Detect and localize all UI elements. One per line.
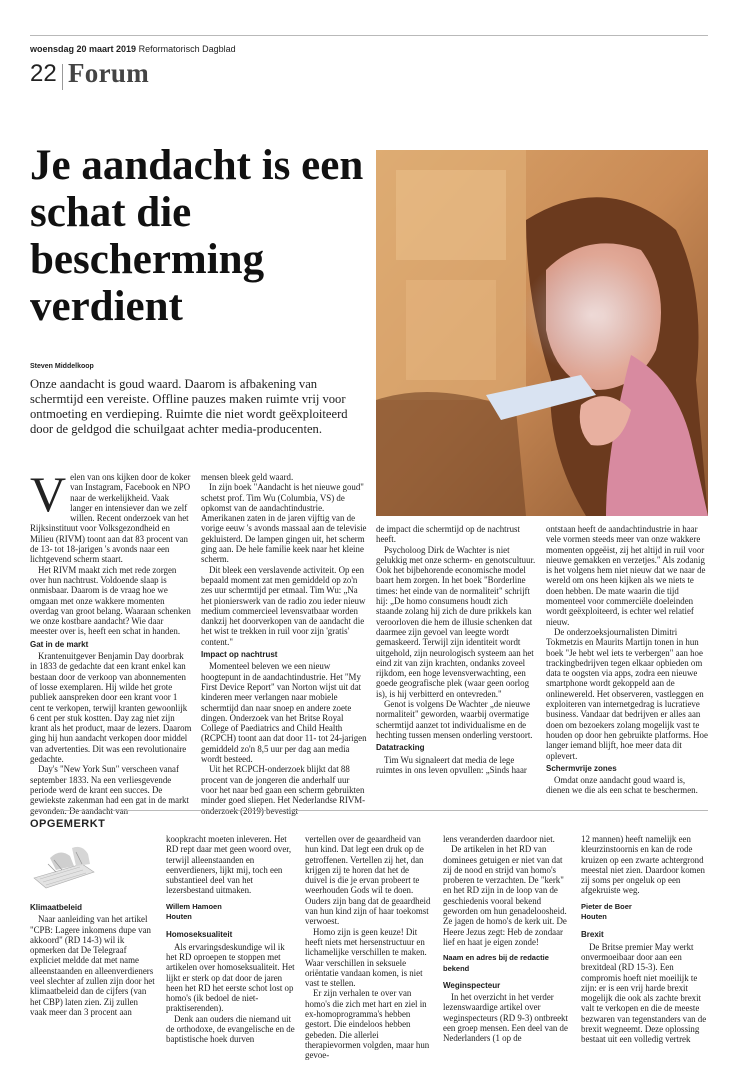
article-lead: Onze aandacht is goud waard. Daarom is afbakening van schermtijd een vereiste. Offline pauzes maken ruimte vrij voor ontmoeting en verdieping. Ruimte die niet wordt geëxploiteerd door de geldgod die schuilgaat achter media-producenten. (30, 377, 348, 437)
signature-anonymous: Naam en adres bij de redactie bekend (443, 953, 549, 973)
opgemerkt-column-4 (443, 834, 571, 1044)
section-divider (62, 64, 63, 90)
paragraph: lens veranderden daardoor niet. (443, 834, 555, 844)
subheading: Impact op nachtrust (201, 650, 278, 660)
opgemerkt-column-2 (166, 834, 296, 1045)
paragraph: In zijn boek "Aandacht is het nieuwe goud" schetst prof. Tim Wu (Columbia, VS) de opkomst van de aandachtindustrie. Amerikanen zaten in de jaren vijftig van de vorige eeuw 's avonds massaal aan de televisie gekluisterd. De lampen gingen uit, het scherm ging aan. De hele familie keek naar het kleine scherm. (201, 482, 367, 565)
paragraph: Tim Wu signaleert dat media de lege ruimtes in ons leven opvullen: „Sinds haar (376, 754, 527, 775)
subheading: Schermvrije zones (546, 763, 617, 773)
child-tablet-photo (376, 150, 708, 516)
header-dateline (30, 44, 236, 54)
paragraph: Naar aanleiding van het artikel "CPB: Lagere inkomens dupe van akkoord" (RD 14-3) wil ik opmerken dat De Telegraaf expliciet meldde dat met name alleenstaanden en alleenverdieners veel slechter af zullen zijn door het klimaatbeleid dan de cijfers (van het CBP) laten zien. Zij zullen vaak meer dan 3 procent aan (30, 914, 155, 1017)
dropcap: V (30, 466, 67, 522)
article-column-3 (376, 524, 536, 775)
section-title: Forum (68, 58, 149, 88)
page-number: 22 (30, 60, 57, 87)
subheading: Gat in de markt (30, 639, 89, 649)
header-paper: Reformatorisch Dagblad (138, 44, 236, 54)
paragraph: Homo zijn is geen keuze! Dit heeft niets met hersenstructuur en lichamelijke verschillen te maken. Waar verschillen in seksuele oriëntatie vandaan komen, is niet vast te stellen. (305, 926, 427, 989)
paragraph: Denk aan ouders die niemand uit de orthodoxe, de evangelische en de baptistische hoek durven (166, 1013, 295, 1045)
opgemerkt-column-3 (305, 834, 433, 1061)
paragraph: In het overzicht in het verder lezenswaardige artikel over weginspecteurs (RD 9-3) ontbreekt een groep mensen. Een deel van de Nederlanders (1 op de (443, 992, 568, 1044)
paragraph: vertellen over de geaardheid van hun kind. Dat legt een druk op de getroffenen. Vertellen zij het, dan krijgen zij te horen dat het de duivel is die je ervan probeert te weerhouden Gods wil te doen. Ouders zijn bang dat de geaardheid van hun kind zijn of haar toekomst verwoest. (305, 834, 431, 927)
paragraph: Psycholoog Dirk de Wachter is niet gelukkig met onze scherm- en genotscultuur. Ook het bijbehorende economische model baart hem zorgen. In het boek "Borderline times: het einde van de normaliteit" schrijft hij: „De homo consumens houdt zich staande zolang hij zich de dure prikkels kan veroorloven die hem de illusie schenken dat daarmee zijn gevoel van leegte wordt gemaskeerd. Terwijl zijn identiteit wordt uitgehold, zijn neurologisch systeem aan het eind zit van zijn krachten, ondanks zoveel rijkdom, een hoge levensverwachting, een goede geografische plek (waar geen oorlog is), is hij verbitterd en ontevreden." (376, 544, 536, 699)
paragraph: De onderzoeksjournalisten Dimitri Tokmetzis en Maurits Martijn tonen in hun boek "Je hebt wel iets te verbergen" aan hoe trackingbedrijven tegen elkaar opbieden om data te oogsten via apps, zodra een nieuwe smartphone wordt gekoppeld aan de onlinewereld. Het observeren, vastleggen en exploiteren van internetgedrag is lucratieve business. Vandaar dat bedrijven er alles aan doen om bezoekers zolang mogelijk vast te houden op door hen gebruikte platforms. Hoe langer iemand blijft, hoe meer data dit oplevert. (546, 626, 708, 761)
paragraph: Het RIVM maakt zich met rede zorgen over hun nachtrust. Voldoende slaap is onmisbaar. Daarom is de vraag hoe we omgaan met onze wakkere momenten overdag van groot belang. Waaraan schenken we onze kostbare aandacht? Wie daar meester over is, heeft een schat in handen. (30, 564, 191, 637)
paragraph: Dit bleek een verslavende activiteit. Op een bepaald moment zat men gemiddeld op zo'n zes uur schermtijd per etmaal. Tim Wu: „Na het pionierswerk van de radio zou ieder nieuw medium commercieel levensvatbaar worden dankzij het doorverkopen van de aandacht die het wist te trekken in ruil voor zijn 'gratis' content." (201, 564, 366, 647)
opgemerkt-rule (30, 810, 708, 811)
paragraph: 12 mannen) heeft namelijk een kleurzinstoornis en kan de rode kruizen op een zwarte achtergrond meestal niet zien. Daardoor komen zij soms per ongeluk op een afgekruiste weg. (581, 834, 705, 896)
subheading: Datatracking (376, 743, 425, 753)
opgemerkt-column-5 (581, 834, 708, 1045)
paragraph: Er zijn verhalen te over van homo's die zich met hart en ziel in ex-homoprogramma's hebben gestort. Die eindeloos hebben gebeden. Die allerlei therapievormen volgden, maar hun gevoe- (305, 988, 430, 1061)
byline: Steven Middelkoop (30, 363, 94, 370)
signature-place: Houten (166, 912, 192, 922)
paragraph: Genot is volgens De Wachter „de nieuwe normaliteit" geworden, waarbij overmatige schermtijd aanzet tot individualisme en de hechting tussen mensen onderling verstoort. (376, 699, 533, 740)
paragraph: mensen bleek geld waard. (201, 472, 294, 482)
paragraph: koopkracht moeten inleveren. Het RD rept daar met geen woord over, terwijl alleenstaanden en eenverdieners, lijkt mij, toch een substantieel deel van het lezersbestand uitmaken. (166, 834, 292, 896)
paragraph: elen van ons kijken door de koker van Instagram, Facebook en NPO naar de werkelijkheid. Vaak langer en intensiever dan we zelf willen. Recent onderzoek van het Rijksinstituut voor Volksgezondheid en Milieu (RIVM) toont aan dat 83 procent van de 13- tot 18-jarigen 's avonds naar een lichtgevend scherm staart. (30, 472, 191, 565)
signature-name: Willem Hamoen (166, 901, 222, 911)
paragraph: Krantenuitgever Benjamin Day doorbrak in 1833 de gedachte dat een krant enkel kan bestaan door de verkoop van abonnementen of losse exemplaren. Hij wilde het grote publiek aanspreken door een krant voor 1 cent te verkopen, terwijl kranten gewoonlijk 6 cent per stuk kostten. Day zag niet zijn krant als het product, maar de lezers. Daarom ging hij hun aandacht verkopen door middel van advertenties. Dit was een revolutionaire gedachte. (30, 651, 192, 765)
paragraph: Momenteel beleven we een nieuw hoogtepunt in de aandachtindustrie. Het "My First Device Report" van Norton wijst uit dat kinderen meer verlangen naar mobiele schermtijd dan naar snoep en andere zoete dingen. Onderzoek van het Britse Royal College of Paediatrics and Child Health (RCPCH) toont aan dat door 11- tot 24-jarigen gemiddeld zo'n 8,5 uur per dag aan media wordt besteed. (201, 661, 367, 765)
keyboard-hands-image (30, 838, 96, 896)
top-rule (30, 35, 708, 36)
letter-heading-homoseksualiteit: Homoseksualiteit (166, 930, 233, 940)
letter-heading-klimaatbeleid: Klimaatbeleid (30, 903, 83, 912)
article-column-4 (546, 524, 708, 796)
opgemerkt-label: OPGEMERKT (30, 818, 106, 830)
article-column-2 (201, 472, 367, 816)
signature-place: Houten (581, 912, 607, 922)
letter-heading-weginspecteur: Weginspecteur (443, 980, 501, 990)
paragraph: Day's "New York Sun" verscheen vanaf september 1833. Na een verliesgevende periode werd de krant een succes. De gewiekste zakenman had een gat in de markt (30, 764, 189, 806)
opgemerkt-column-1 (30, 903, 156, 1017)
article-column-1 (30, 466, 192, 816)
signature-name: Pieter de Boer (581, 901, 632, 911)
paragraph: de impact die schermtijd op de nachtrust heeft. (376, 524, 520, 545)
paragraph: Omdat onze aandacht goud waard is, dienen we die als een schat te beschermen. (546, 775, 698, 796)
paragraph: De artikelen in het RD van dominees getuigen er niet van dat zij de nood en strijd van homo's proberen te verzachten. De "kerk" en het RD zijn in de loop van de geschiedenis vooral bekend geworden om hun genadeloosheid. Ze jagen de homo's de kerk uit. De Heere Jezus zegt: Heb de zondaar lief en haat je eigen zonde! (443, 844, 567, 947)
paragraph: Uit het RCPCH-onderzoek blijkt dat 88 procent van de jongeren die anderhalf uur voor het naar bed gaan een scherm gebruikten minder goed sliepen. Het Nederlandse RIVM- (201, 764, 366, 806)
paragraph: ontstaan heeft de aandachtindustrie in haar vele vormen steeds meer van onze wakkere momenten opgeëist, zij het altijd in ruil voor nieuwe gemakken en verzetjes." Als zodanig is het volgens hem niet nieuw dat we naar de wereld om ons heen kijken als we niets te doen hebben. De mate waarin die tijd momenteel voor commerciële doeleinden wordt geëxploiteerd, is echter wel relatief nieuw. (546, 524, 706, 627)
letter-heading-brexit: Brexit (581, 930, 604, 940)
paragraph: De Britse premier May werkt onvermoeibaar door aan een brexitdeal (RD 15-3). Een compromis hoeft niet moeilijk te zijn: er is een vrij harde brexit mogelijk die ook als zachte brexit valt te verkopen en die de meeste bezwaren van tegenstanders van de brexit wegneemt. Deze oplossing bestaat uit een volledig vertrek (581, 941, 707, 1045)
paragraph: Als ervaringsdeskundige wil ik het RD oproepen te stoppen met artikelen over homoseksualiteit. Het lijkt er sterk op dat door de jaren heen het RD het eerste schot lost op homo's (ik bedoel de niet-praktiserenden). (166, 941, 295, 1014)
article-headline: Je aandacht is een schat die bescherming verdient (30, 142, 364, 330)
header-date: woensdag 20 maart 2019 (30, 44, 137, 54)
